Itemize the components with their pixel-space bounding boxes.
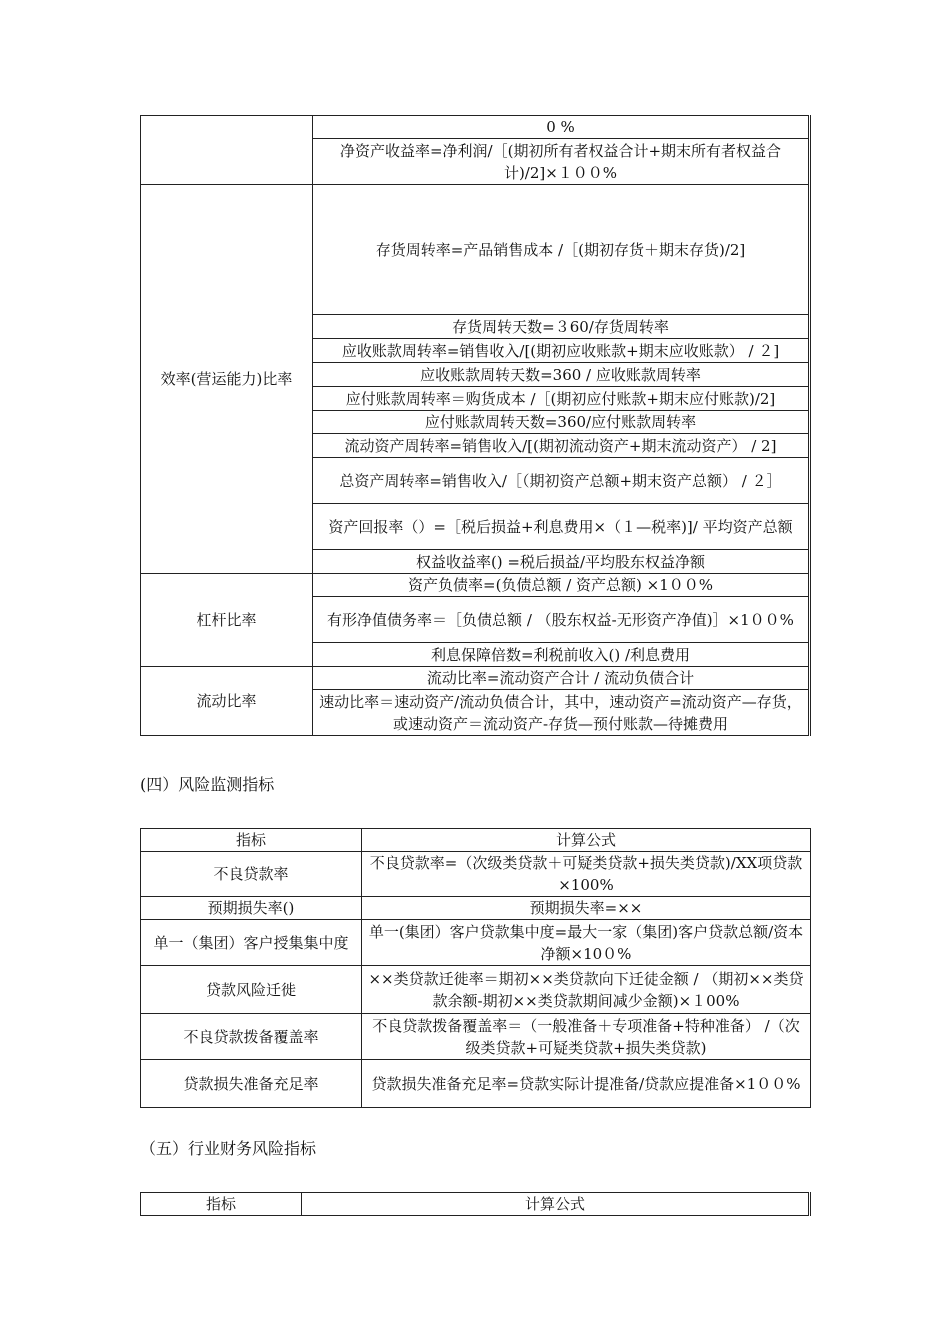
formula-cell: 总资产周转率=销售收入/［（期初资产总额+期末资产总额） / ２］ xyxy=(313,458,810,504)
formula-cell: ××类贷款迁徙率＝期初××类贷款向下迁徒金额 / （期初××类贷款余额-期初××类贷款期间减少金额)×１00% xyxy=(362,966,811,1014)
financial-ratio-table xyxy=(140,115,811,736)
column-header: 指标 xyxy=(141,1193,302,1216)
indicator-cell: 贷款损失准备充足率 xyxy=(141,1060,362,1108)
indicator-cell: 预期损失率() xyxy=(141,897,362,920)
formula-cell: 不良贷款拨备覆盖率＝（一般准备＋专项准备+特种准备） /（次级类贷款+可疑类贷款+损失类贷款) xyxy=(362,1014,811,1060)
formula-cell: 利息保障倍数=利税前收入() /利息费用 xyxy=(313,643,810,667)
category-cell xyxy=(141,116,313,185)
category-cell: 流动比率 xyxy=(141,667,313,736)
column-header: 计算公式 xyxy=(302,1193,810,1216)
category-cell: 效率(营运能力)比率 xyxy=(141,185,313,574)
formula-cell: 速动比率＝速动资产/流动负债合计，其中，速动资产=流动资产—存货，或速动资产＝流动资产-存货—预付账款—待摊费用 xyxy=(313,690,810,736)
formula-cell: 预期损失率=×× xyxy=(362,897,811,920)
indicator-cell: 单一（集团）客户授集集中度 xyxy=(141,920,362,966)
formula-cell: 有形净值债务率＝［负债总额 / （股东权益-无形资产净值)］×1００% xyxy=(313,597,810,643)
formula-cell: 应收账款周转天数=360 / 应收账款周转率 xyxy=(313,363,810,387)
formula-cell: 单一(集团）客户贷款集中度=最大一家（集团)客户贷款总额/资本净额×10０% xyxy=(362,920,811,966)
formula-cell: 贷款损失准备充足率=贷款实际计提准备/贷款应提准备×1００% xyxy=(362,1060,811,1108)
risk-monitoring-table xyxy=(140,828,811,1108)
formula-cell: 净资产收益率=净利润/［(期初所有者权益合计+期末所有者权益合计)/2]×１００% xyxy=(313,139,810,185)
section-heading: (四）风险监测指标 xyxy=(140,775,275,794)
indicator-cell: 不良贷款率 xyxy=(141,852,362,897)
formula-cell: 0 % xyxy=(313,116,810,139)
formula-cell: 存货周转天数=３60/存货周转率 xyxy=(313,315,810,339)
category-cell: 杠杆比率 xyxy=(141,574,313,667)
indicator-cell: 不良贷款拨备覆盖率 xyxy=(141,1014,362,1060)
column-header: 计算公式 xyxy=(362,829,811,852)
formula-cell: 流动资产周转率=销售收入/[(期初流动资产+期末流动资产） / 2] xyxy=(313,434,810,458)
formula-cell: 不良贷款率=（次级类贷款＋可疑类贷款+损失类贷款)/XX项贷款×100% xyxy=(362,852,811,897)
formula-cell: 资产回报率（）=［税后损益+利息费用×（１—税率)]/ 平均资产总额 xyxy=(313,504,810,550)
column-header: 指标 xyxy=(141,829,362,852)
formula-cell: 应收账款周转率=销售收入/[(期初应收账款+期末应收账款） / ２] xyxy=(313,339,810,363)
industry-risk-table xyxy=(140,1192,811,1216)
indicator-cell: 贷款风险迁徙 xyxy=(141,966,362,1014)
formula-cell: 应付账款周转率＝购货成本 /［(期初应付账款+期末应付账款)/2] xyxy=(313,387,810,411)
formula-cell: 权益收益率() =税后损益/平均股东权益净额 xyxy=(313,550,810,574)
formula-cell: 存货周转率=产品销售成本 /［(期初存货＋期末存货)/2] xyxy=(313,185,810,315)
formula-cell: 资产负债率=(负债总额 / 资产总额) ×1００% xyxy=(313,574,810,597)
section-heading: （五）行业财务风险指标 xyxy=(140,1139,317,1158)
formula-cell: 流动比率=流动资产合计 / 流动负债合计 xyxy=(313,667,810,690)
formula-cell: 应付账款周转天数=360/应付账款周转率 xyxy=(313,411,810,434)
